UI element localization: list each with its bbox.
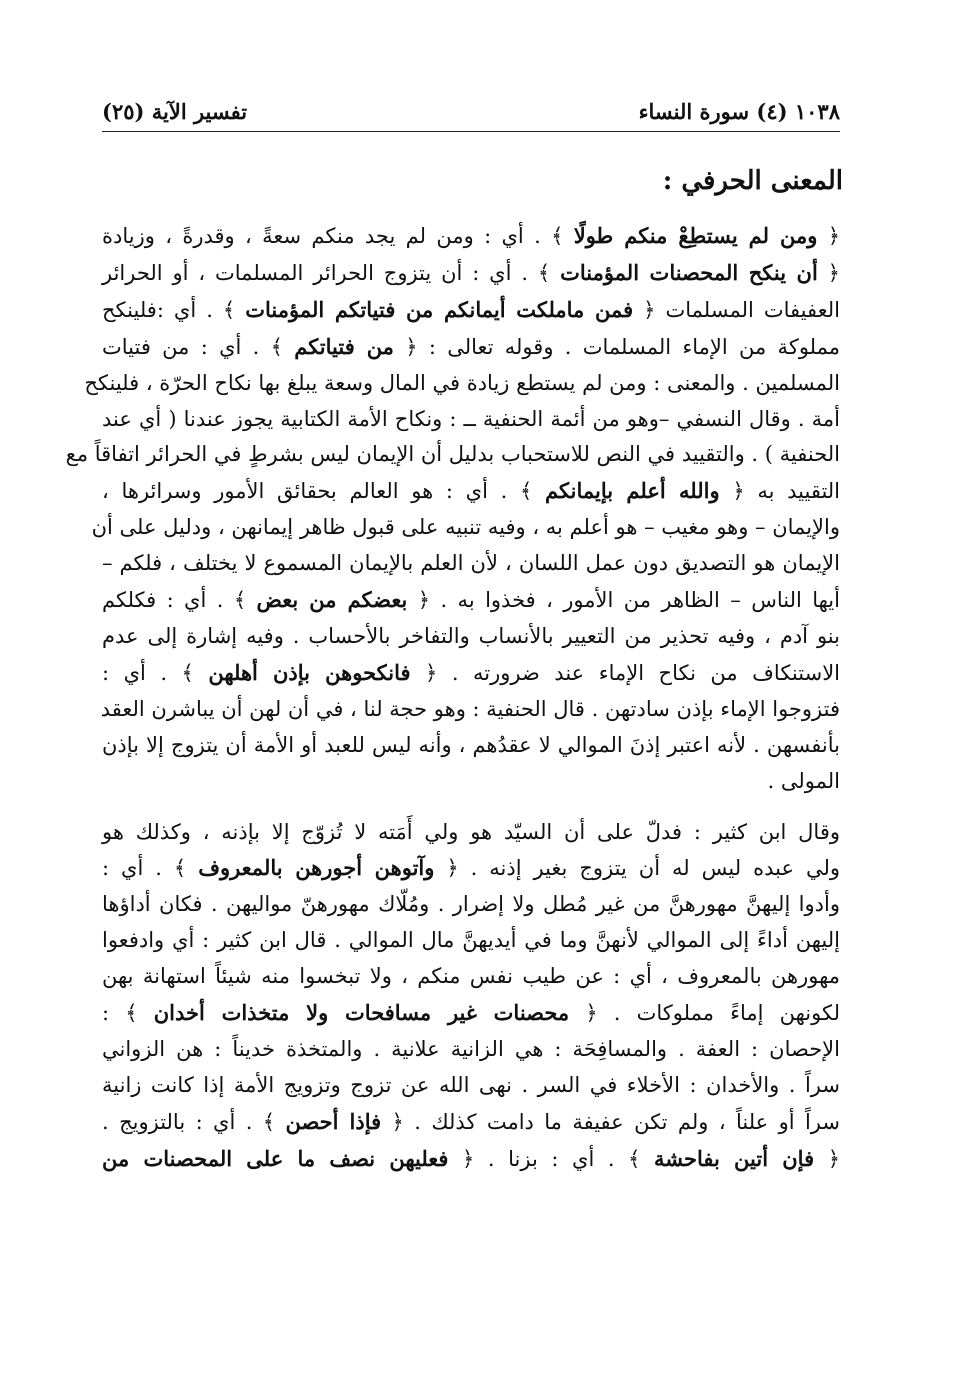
text-line [102,619,840,655]
section-title: المعنى الحرفي : [662,166,843,196]
text-line [102,995,840,1032]
quranic-phrase: ومن لم يستطِعْ منكم طولًا [573,223,818,248]
text-line [102,1032,840,1068]
text-line [102,850,840,887]
text-line [102,1104,840,1141]
quranic-phrase: وآتوهن أجورهن بالمعروف [198,855,435,881]
text-line [91,510,840,546]
text-line [102,1068,840,1104]
text-run: ﴾ . أي : من فتيات [102,334,295,359]
text-run: ﴿ [817,260,840,285]
text-run: الاستنكاف من نكاح الإماء عند ضرورته . ﴿ [410,660,841,685]
text-run: المسلمين . والمعنى : ومن لم يستطع زيادة في المال وسعة يبلغ بها نكاح الحرّة ، فلينكح [84,370,840,395]
quranic-phrase: من فتياتكم [294,333,394,359]
quranic-phrase: فإن أتين بفاحشة [654,1145,815,1171]
text-run: ولي عبده ليس له أن يتزوج بغير إذنه . ﴿ [434,856,840,881]
text-run: ﴾ . أي : هو العالم بحقائق الأمور وسرائرها ، [102,479,546,504]
text-line [102,815,840,851]
quranic-phrase: فمن ماملكت أيمانكم من فتياتكم المؤمنات [245,296,634,322]
text-line [102,255,840,292]
text-run: ﴾ . أي : أن يتزوج الحرائر المسلمات ، أو الحرائر [102,260,561,285]
text-run: مملوكة من الإماء المسلمات . وقوله تعالى : ﴿ [393,334,841,359]
text-run: فتزوجوا الإماء بإذن سادتهن . قال الحنفية : وهو حجة لنا ، في أن لهن أن يباشرن العقد [100,696,840,721]
text-run: العفيفات المسلمات ﴿ [633,297,840,322]
text-line [102,655,840,692]
text-run: ﴾ . أي : بزنا . ﴿ [448,1146,654,1171]
body-text [65,218,841,1178]
text-run: ﴾ . أي : [102,660,209,685]
quranic-phrase: بعضكم من بعض [256,587,408,613]
text-run: ﴾ . أي : فكلكم [102,588,257,613]
text-run: ﴾ . أي :فلينكح [102,297,246,322]
text-run: سراً . والأخدان : الأخلاء في السر . نهى الله عن تزوج وتزويج الأمة إذا كانت زانية [102,1072,840,1097]
text-run: ﴾ . أي : [102,856,199,881]
text-line [102,959,840,995]
page-number-surah: ١٠٣٨ (٤) سورة النساء [638,98,840,124]
text-run: الإحصان : العفة . والمسافِحَة : هي الزانية علانية . والمتخذة خديناً : هن الزواني [102,1036,840,1061]
section-reference: تفسير الآية (٢٥) [102,98,248,124]
quranic-phrase: والله أعلم بإيمانكم [545,478,720,504]
text-run: والإيمان – وهو مغيب – هو أعلم به ، وفيه تنبيه على قبول ظاهر إيمانهن ، ودليل على أن [91,515,840,540]
text-run: أمة . وقال النسفي –وهو من أئمة الحنفية ــ : ونكاح الأمة الكتابية يجوز عندنا ( أي عند [102,406,840,431]
text-run: التقييد به ﴿ [719,479,841,504]
text-line [65,437,840,473]
text-line [102,1141,840,1178]
text-run: وأدوا إليهنَّ مهورهنَّ من غير مُطل ولا إضرار . ومُلّاك مهورهنّ مواليهن . فكان أداؤها [102,892,840,917]
text-run: ﴾ . أي : ومن لم يجد منكم سعةً ، وقدرةً ، وزيادة [102,224,574,248]
quranic-phrase: فعليهن نصف ما على المحصنات من [102,1145,449,1171]
text-line [102,582,840,619]
running-header [102,96,840,126]
text-run: ﴿ [814,1146,840,1171]
text-line [102,329,840,366]
text-run: ﴾ : [102,1001,154,1026]
text-line [102,923,840,959]
text-run: وقال ابن كثير : فدلّ على أن السيّد هو ولي أَمَته لا تُزوّج إلا بإذنه ، وكذلك هو [102,819,840,844]
text-line [102,402,840,438]
text-line [84,366,840,402]
header-divider [102,131,840,132]
text-line [102,473,840,510]
text-run: إليهن أداءً إلى الموالي لأنهنَّ وما في أيديهنَّ مال الموالي . قال ابن كثير : أي وادفعوا [102,928,840,953]
text-line [102,728,840,764]
text-run: بأنفسهن . لأنه اعتبر إذنَ الموالي لا عقدُهم ، وأنه ليس للعبد أو الأمة أن يتزوج إلا بإذن [102,732,840,757]
text-run: أيها الناس – الظاهر من الأمور ، فخذوا به . ﴿ [407,588,840,613]
text-run: ﴾ . أي : بالتزويج . [102,1109,286,1134]
text-run: الإيمان هو التصديق دون عمل اللسان ، لأن العلم بالإيمان المسموع لا يختلف ، فلكم – [102,551,840,576]
text-run: ﴿ [817,224,840,248]
paragraph [65,218,841,800]
text-run: المولى . [767,768,840,793]
text-line [102,692,840,728]
text-run: لكونهن إماءً مملوكات . ﴿ [569,1001,840,1026]
text-run: بنو آدم ، وفيه تحذير من التعيير بالأنساب والتفاخر بالأحساب . وفيه إشارة إلى عدم [102,623,840,648]
text-line [102,764,840,800]
text-line [102,546,840,582]
quranic-phrase: فانكحوهن بإذن أهلهن [208,659,411,685]
text-line [102,218,840,255]
text-run: الحنفية ) . والتقييد في النص للاستحباب بدليل أن الإيمان ليس بشرطٍ في الحرائر اتفاقاً مع [65,442,840,467]
quranic-phrase: فإذا أحصن [285,1108,382,1134]
text-run: سراً أو علناً ، ولم تكن عفيفة ما دامت كذلك . ﴿ [381,1109,840,1134]
text-line [102,292,840,329]
quranic-phrase: محصنات غير مسافحات ولا متخذات أخدان [153,1000,570,1026]
text-run: مهورهن بالمعروف ، أي : عن طيب نفس منكم ، ولا تبخسوا منه شيئاً استهانة بهن [102,964,841,989]
quranic-phrase: أن ينكح المحصنات المؤمنات [560,259,818,285]
text-line [102,887,840,923]
paragraph [102,815,840,1178]
